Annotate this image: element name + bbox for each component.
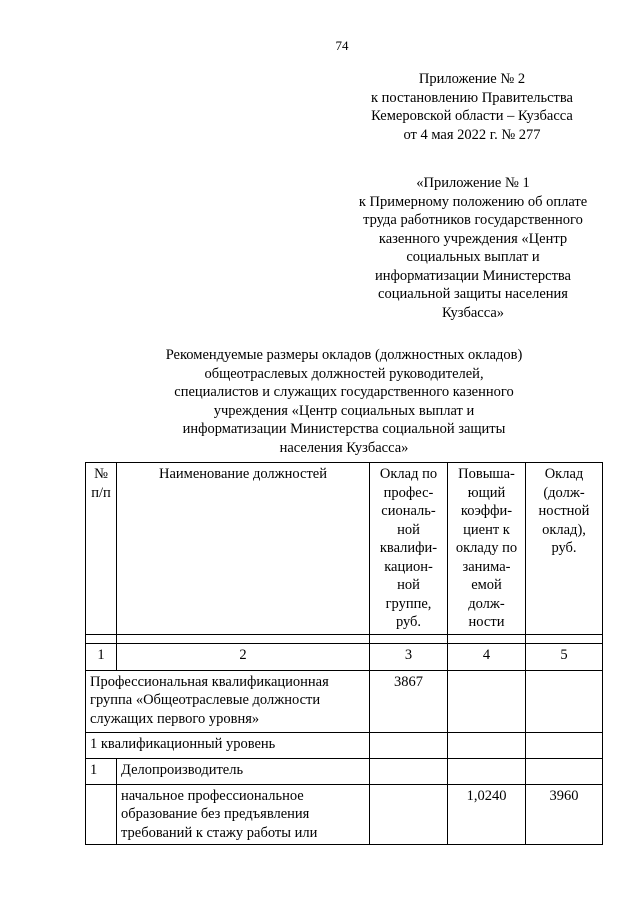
requirement-text: начальное профессиональное образование без предъявления требований к стажу работы или — [117, 784, 370, 845]
header-number: № п/п — [86, 463, 117, 635]
header-group-salary: Оклад по профес-сиональ-ной квалифи-кацион-ной группе, руб. — [370, 463, 448, 635]
appendix-1-header — [318, 174, 628, 322]
empty-cell — [448, 732, 526, 758]
title-line: учреждения «Центр социальных выплат и — [213, 402, 475, 419]
appendix-1-line: казенного учреждения «Центр — [378, 230, 568, 247]
header-coefficient: Повыша-ющий коэффи-циент к окладу по занима-емой долж-ности — [448, 463, 526, 635]
table-row-level — [86, 732, 603, 758]
appendix-1-line: «Приложение № 1 — [416, 175, 530, 191]
empty-cell — [370, 732, 448, 758]
appendix-2-line: к постановлению Правительства — [371, 89, 573, 106]
empty-cell — [448, 670, 526, 732]
group-name: Профессиональная квалификационная группа «Общеотраслевые должности служащих первого уровня» — [86, 670, 370, 732]
empty-cell — [448, 758, 526, 784]
page-number: 74 — [335, 38, 349, 53]
title-line: специалистов и служащих государственного казенного — [174, 384, 514, 400]
table-gap — [86, 634, 603, 643]
header-position-salary: Оклад (долж-ностной оклад), руб. — [526, 463, 603, 635]
coefficient-value: 1,0240 — [448, 784, 526, 845]
appendix-1-line: труда работников государственного — [363, 212, 583, 228]
position-name: Делопроизводитель — [117, 758, 370, 784]
position-number: 1 — [86, 758, 117, 784]
empty-cell — [526, 758, 603, 784]
table-row-group — [86, 670, 603, 732]
title-line: общеотраслевых должностей руководителей, — [204, 365, 484, 382]
column-number: 2 — [117, 643, 370, 670]
appendix-1-line: социальных выплат и — [406, 249, 540, 265]
empty-cell — [86, 784, 117, 845]
title-line: Рекомендуемые размеры окладов (должностных окладов) — [165, 347, 523, 363]
appendix-2-line: Кемеровской области – Кузбасса — [371, 108, 573, 124]
appendix-2-line: от 4 мая 2022 г. № 277 — [403, 126, 541, 143]
title-line: информатизации Министерства социальной защиты — [182, 421, 506, 437]
table-row-position — [86, 758, 603, 784]
appendix-1-line: социальной защиты населения — [378, 286, 568, 302]
header-position-name: Наименование должностей — [117, 463, 370, 635]
appendix-1-line: Кузбасса» — [441, 304, 505, 321]
empty-cell — [526, 670, 603, 732]
appendix-2-line: Приложение № 2 — [418, 71, 526, 87]
appendix-2-header — [322, 70, 622, 144]
table-header-row — [86, 463, 603, 635]
column-number: 3 — [370, 643, 448, 670]
column-number: 4 — [448, 643, 526, 670]
appendix-1-line: информатизации Министерства — [375, 267, 571, 284]
appendix-1-line: к Примерному положению об оплате — [358, 193, 588, 210]
empty-cell — [370, 758, 448, 784]
title-line: населения Кузбасса» — [279, 439, 409, 456]
document-title — [110, 346, 578, 457]
column-number: 1 — [86, 643, 117, 670]
empty-cell — [526, 732, 603, 758]
group-salary: 3867 — [370, 670, 448, 732]
qualification-level: 1 квалификационный уровень — [86, 732, 370, 758]
column-number-row — [86, 643, 603, 670]
position-salary-value: 3960 — [526, 784, 603, 845]
column-number: 5 — [526, 643, 603, 670]
salary-table — [85, 462, 603, 845]
table-row-requirement — [86, 784, 603, 845]
empty-cell — [370, 784, 448, 845]
